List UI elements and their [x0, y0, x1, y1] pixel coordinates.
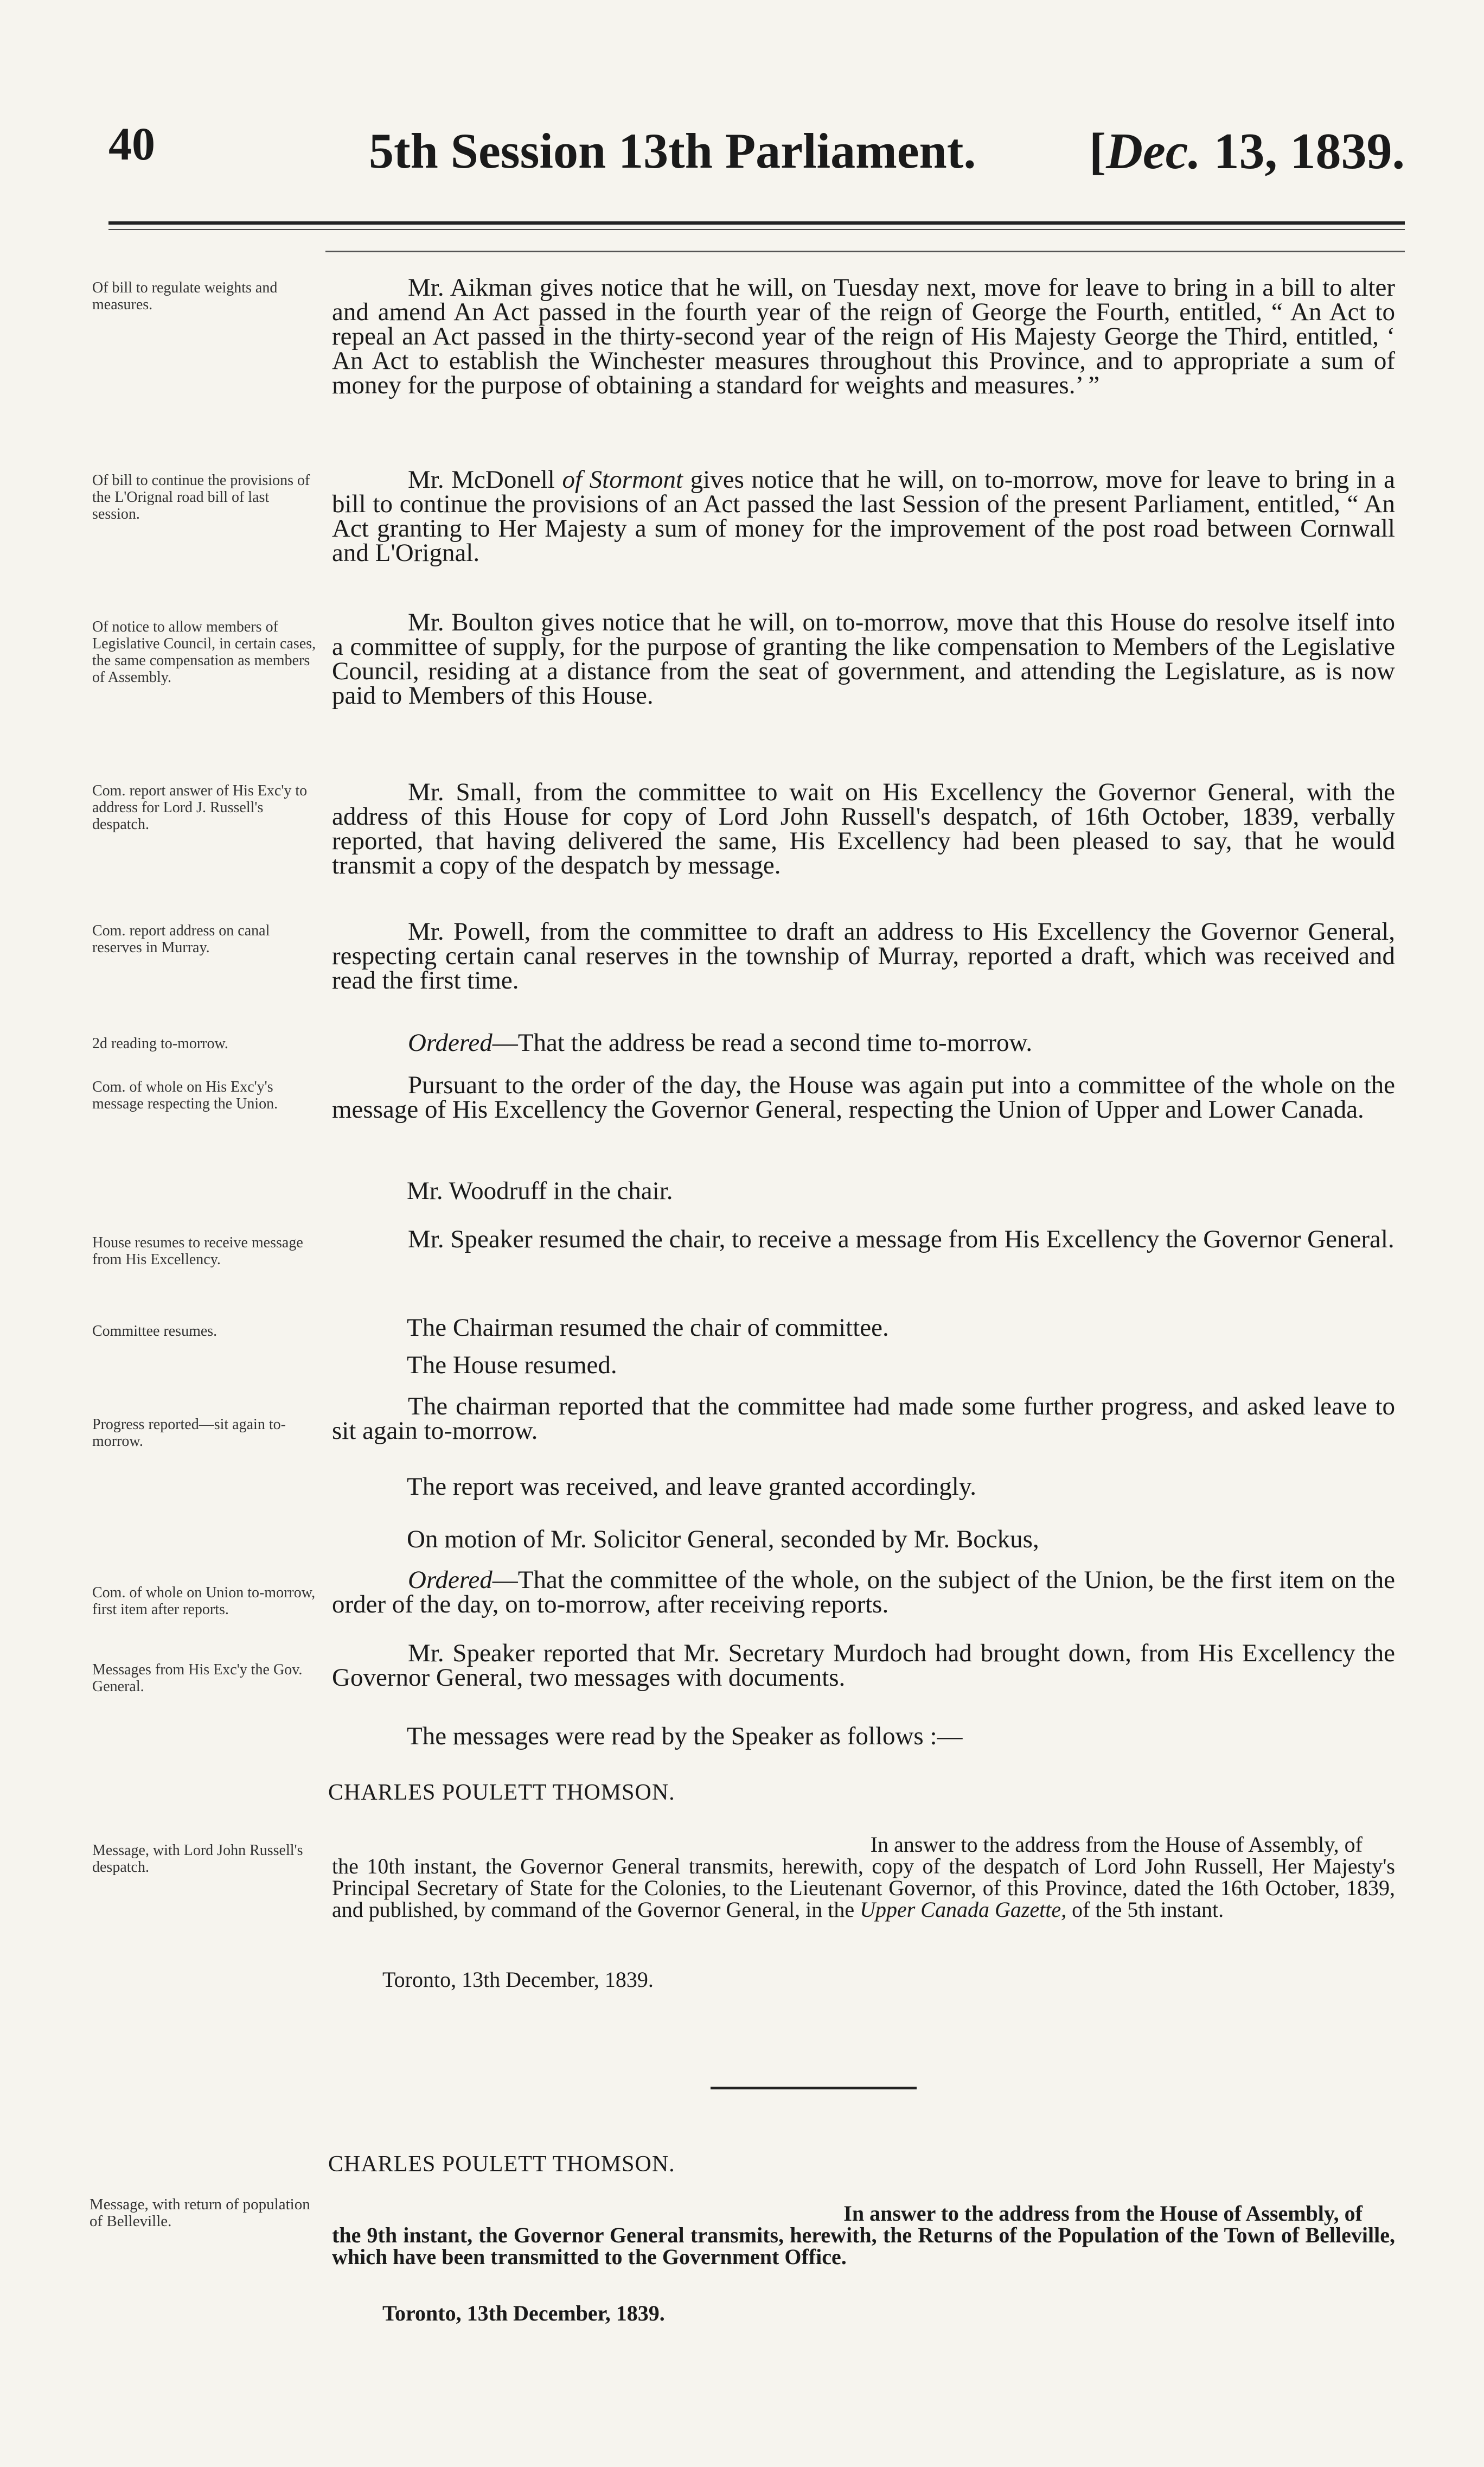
paragraph-mcdonell-notice [332, 468, 1395, 565]
margin-note-union-tomorrow: Com. of whole on Union to-morrow, first item after reports. [92, 1584, 316, 1618]
header-rule-thick [108, 221, 1405, 225]
message-1-body-a: the 10th instant, the Governor General transmits, herewith, copy of the despatch of Lord John Russell, Her Majesty's Principal Secretary of State for the Colonies, to the Lieutenant Governor, of this Province, dated the 16th October, 1839, and published, by command of the Governor General, in the [332, 1854, 1395, 1922]
header-rule-thin [108, 229, 1405, 230]
ordered-label-2: Ordered [408, 1566, 492, 1594]
paragraph-house-resumed: The House resumed. [407, 1351, 617, 1379]
paragraph-chairman-resumed: The Chairman resumed the chair of committee. [407, 1314, 889, 1342]
paragraph-boulton-notice: Mr. Boulton gives notice that he will, on to-morrow, move that this House do resolve itself into a committee of supply, for the purpose of granting the like compensation to Members of the Legislative Council, residing at a distance from the seat of government, and attending the Legislature, as is now paid to Members of this House. [332, 608, 1395, 710]
message-1-lead: In answer to the address from the House of Assembly, of [870, 1832, 1363, 1857]
paragraph-messages-read: The messages were read by the Speaker as follows :— [407, 1722, 963, 1750]
paragraph-small-report: Mr. Small, from the committee to wait on His Excellency the Governor General, with the address of this House for copy of Lord John Russell's despatch, of 16th October, 1839, verbally reported, that having delivered the same, His Excellency had been pleased to say, that he would transmit a copy of the despatch by message. [332, 778, 1395, 879]
margin-note-weights: Of bill to regulate weights and measures. [92, 279, 278, 313]
margin-note-canal-reserves: Com. report address on canal reserves in Murray. [92, 922, 270, 956]
margin-note-russell-message: Message, with Lord John Russell's despatch. [92, 1842, 303, 1876]
margin-note-lorignal-road: Of bill to continue the provisions of the L'Orignal road bill of last session. [92, 472, 310, 522]
ordered-text: —That the address be read a second time to-morrow. [492, 1029, 1033, 1057]
margin-note-belleville: Message, with return of population of Belleville. [89, 2196, 310, 2230]
paragraph-speaker-resumed: Mr. Speaker resumed the chair, to receive a message from His Excellency the Governor General. [408, 1225, 1395, 1253]
signature-thomson-1: CHARLES POULETT THOMSON. [328, 1780, 675, 1805]
message-russell-despatch [332, 1834, 1395, 1921]
paragraph-ordered-union-first [332, 1568, 1395, 1617]
message-2-body: the 9th instant, the Governor General transmits, herewith, the Returns of the Population of the Town of Belleville, which have been transmitted to the Government Office. [332, 2223, 1395, 2269]
message-1-body-c: of the 5th instant. [1066, 1897, 1224, 1922]
paragraph-report-received: The report was received, and leave granted accordingly. [407, 1472, 977, 1501]
paragraph-aikman-notice: Mr. Aikman gives notice that he will, on Tuesday next, move for leave to bring in a bill to alter and amend An Act passed in the fourth year of the reign of George the Fourth, entitled, “ An Act to repeal an Act passed in the thirty-second year of the reign of His Majesty George the Third, entitled, ‘ An Act to establish the Winchester measures throughout this Province, and to appropriate a sum of money for the purpose of obtaining a standard for weights and measures.’ ” [332, 273, 1395, 399]
page-number: 40 [108, 118, 155, 170]
ordered-text-2: —That the committee of the whole, on the subject of the Union, be the first item on the order of the day, on to-morrow, after receiving reports. [332, 1566, 1395, 1618]
header-date: [Dec. 13, 1839. [1089, 123, 1405, 180]
header-rule-thin-second [325, 251, 1405, 252]
section-divider [711, 2087, 917, 2089]
message-belleville-returns [332, 2203, 1395, 2268]
mcdonell-name: Mr. McDonell [408, 466, 562, 494]
paragraph-committee-union: Pursuant to the order of the day, the House was again put into a committee of the whole on the message of His Excellency the Governor General, respecting the Union of Upper and Lower Canada. [332, 1071, 1395, 1124]
margin-note-union-committee: Com. of whole on His Exc'y's message respecting the Union. [92, 1079, 278, 1112]
paragraph-motion-solicitor: On motion of Mr. Solicitor General, seconded by Mr. Bockus, [407, 1525, 1039, 1553]
margin-note-house-resumes: House resumes to receive message from His Excellency. [92, 1234, 303, 1268]
paragraph-progress-report: The chairman reported that the committee had made some further progress, and asked leave to sit again to-morrow. [332, 1392, 1395, 1445]
margin-note-committee-resumes: Committee resumes. [92, 1323, 218, 1340]
header-date-rest: 13, 1839. [1213, 123, 1405, 180]
signature-thomson-2: CHARLES POULETT THOMSON. [328, 2152, 675, 2177]
paragraph-powell-report: Mr. Powell, from the committee to draft an address to His Excellency the Governor General, respecting certain canal reserves in the township of Murray, reported a draft, which was received and read the first time. [332, 917, 1395, 995]
margin-note-russell-despatch: Com. report answer of His Exc'y to address for Lord J. Russell's despatch. [92, 782, 308, 833]
paragraph-ordered-second-reading [332, 1031, 1395, 1055]
ordered-label: Ordered [408, 1029, 492, 1057]
margin-note-second-reading: 2d reading to-morrow. [92, 1035, 228, 1052]
message-1-gazette: Upper Canada Gazette, [860, 1897, 1067, 1922]
message-2-dateline: Toronto, 13th December, 1839. [382, 2301, 665, 2325]
header-date-month: Dec. [1106, 123, 1201, 180]
mcdonell-riding: of Stormont [562, 466, 683, 494]
margin-note-legislative-council: Of notice to allow members of Legislative Council, in certain cases, the same compensation as members of Assembly. [92, 619, 316, 686]
page-header [108, 117, 1405, 198]
mcdonell-text: gives notice that he will, on to-morrow, move for leave to bring in a bill to continue the provisions of an Act passed the last Session of the present Parliament, entitled, “ An Act granting to Her Majesty a sum of money for the improvement of the post road between Cornwall and L'Orignal. [332, 466, 1395, 567]
message-2-lead: In answer to the address from the House of Assembly, of [843, 2201, 1363, 2226]
margin-note-progress-reported: Progress reported—sit again to-morrow. [92, 1416, 286, 1450]
message-1-dateline: Toronto, 13th December, 1839. [382, 1967, 654, 1992]
paragraph-murdoch-messages: Mr. Speaker reported that Mr. Secretary Murdoch had brought down, from His Excellency the Governor General, two messages with documents. [332, 1639, 1395, 1692]
running-title: 5th Session 13th Parliament. [369, 123, 976, 179]
paragraph-woodruff-chair: Mr. Woodruff in the chair. [407, 1177, 673, 1205]
margin-note-messages: Messages from His Exc'y the Gov. General. [92, 1661, 303, 1695]
